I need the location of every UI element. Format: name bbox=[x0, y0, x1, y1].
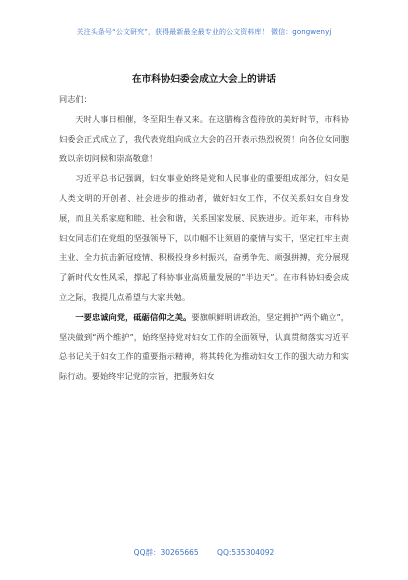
footer bbox=[0, 547, 408, 558]
document-body bbox=[59, 90, 349, 387]
paragraph-2: 习近平总书记强调，妇女事业始终是党和人民事业的重要组成部分，妇女是人类文明的开创者、社会进步的推动者，做好妇女工作，不仅关系妇女自身发展，而且关系家庭和睦、社会和谐，关系国家发展、民族进步。近年来，市科协妇女同志们在党组的坚强领导下，以巾帼不让须眉的豪情与实干，坚定扛牢主责主业、全力抗击新冠疫情、积极投身乡村振兴，奋勇争先、顽强拼搏，充分展现了新时代女性风采，撑起了科协事业高质量发展的“半边天”。在市科协妇委会成立之际，我提几点希望与大家共勉。 bbox=[59, 173, 349, 302]
footer-qq[interactable]: QQ:535304092 bbox=[217, 548, 275, 557]
paragraph-1: 天时人事日相催，冬至阳生春又来。在这腊梅含苞待放的美好时节，市科协妇委会正式成立了，我代表党组向成立大会的召开表示热烈祝贺！向各位女同胞致以亲切问候和崇高敬意！ bbox=[59, 113, 349, 164]
document-title: 在市科协妇委会成立大会上的讲话 bbox=[132, 74, 276, 85]
paragraph-3-text: 要旗帜鲜明讲政治，坚定拥护“两个确立”，坚决做到“两个维护”，始终坚持党对妇女工作的全面领导，认真贯彻落实习近平总书记关于妇女工作的重要指示精神，将其转化为推动妇女工作的强大动力和实际行动。要始终牢记党的宗旨，把服务妇女 bbox=[59, 311, 349, 382]
footer-qq-group[interactable]: QQ群：30265665 bbox=[133, 548, 199, 557]
salutation: 同志们： bbox=[59, 94, 92, 104]
header-banner[interactable]: 关注头条号“公文研究”，获得最新最全最专业的公文资料库！ 微信：gongwenyj bbox=[76, 28, 332, 36]
paragraph-3 bbox=[59, 308, 349, 387]
paragraph-3-lead: 一要忠诚向党，砥砺信仰之美。 bbox=[75, 311, 192, 322]
